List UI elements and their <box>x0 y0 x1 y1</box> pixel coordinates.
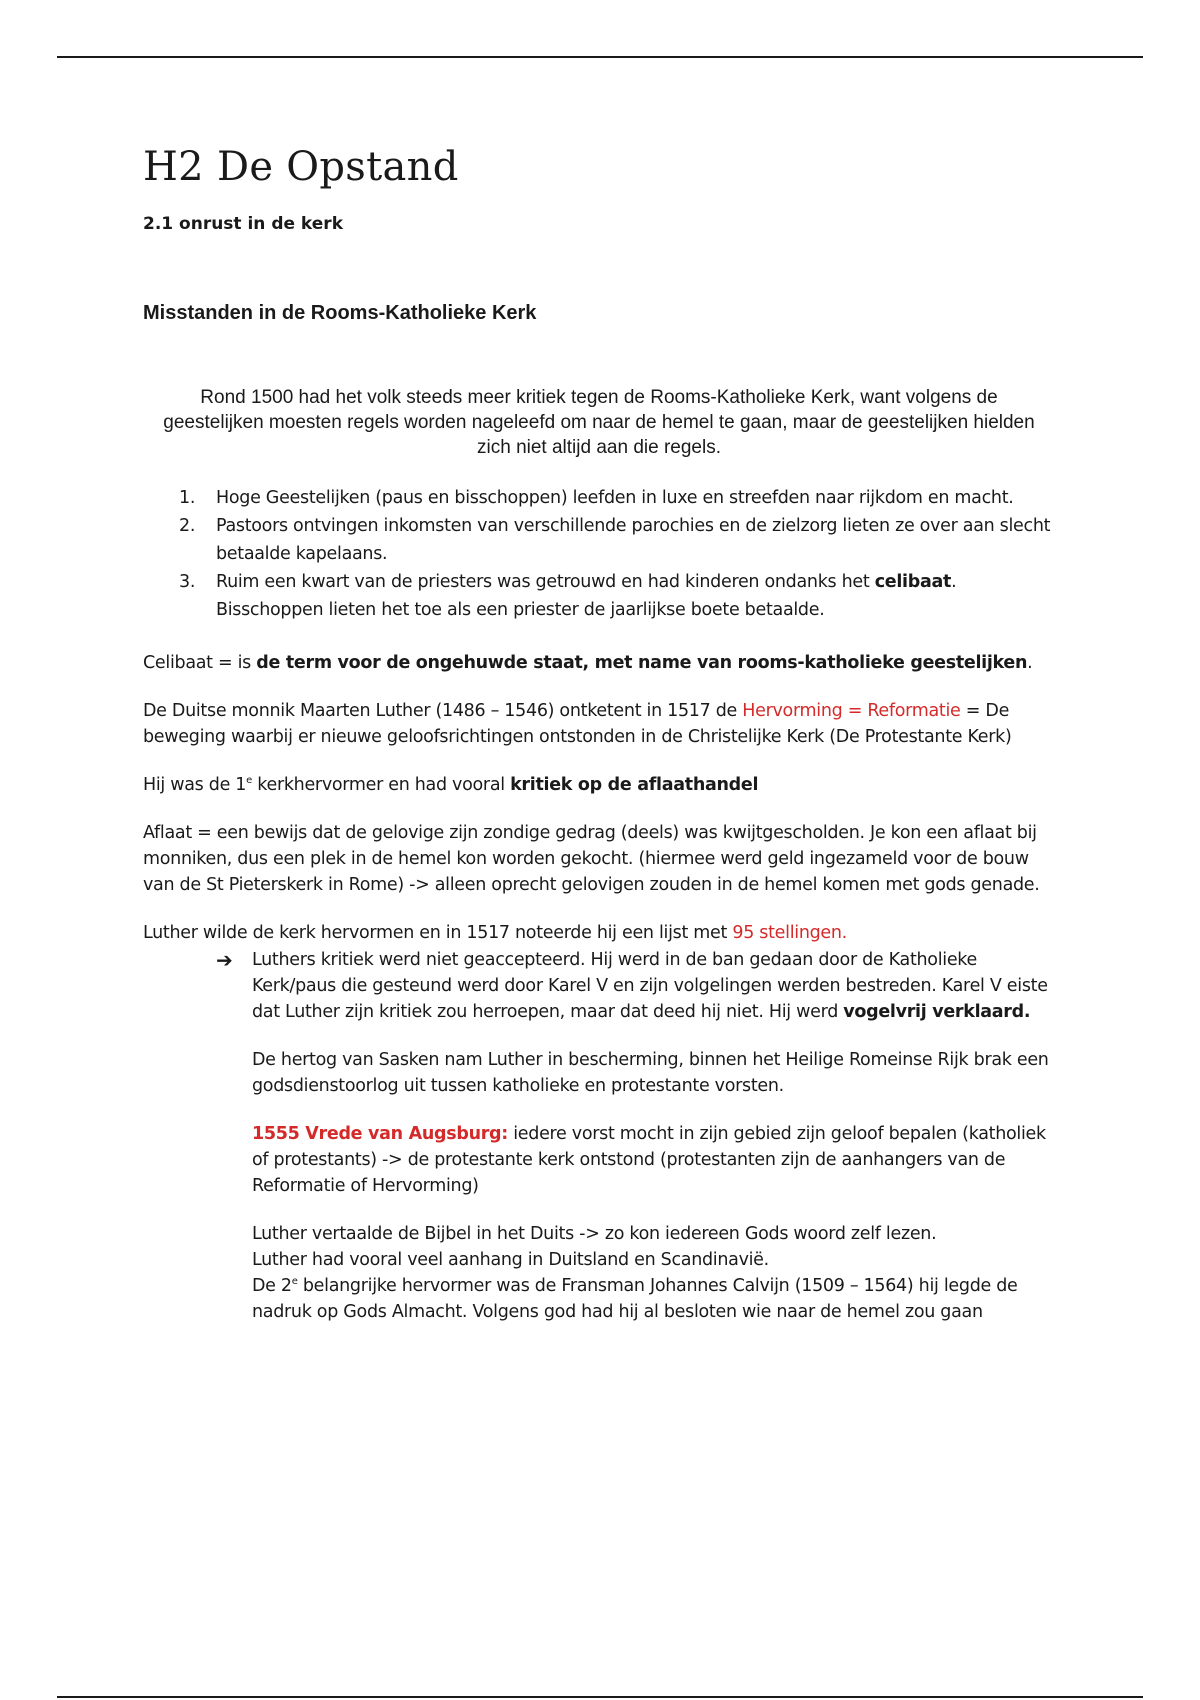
ordinal-suffix: e <box>246 775 252 787</box>
list-text: Pastoors ontvingen inkomsten van verschillende parochies en de zielzorg lieten ze over aan slecht betaalde kapelaans. <box>216 516 1051 564</box>
augsburg-text: iedere vorst mocht in zijn gebied zijn geloof bepalen (katholiek of protestants) -> de protestante kerk ontstond (protestanten zijn de aanhangers van de Reformatie of Hervorming) <box>252 1124 1046 1196</box>
list-text: Ruim een kwart van de priesters was getrouwd en had kinderen ondanks het <box>216 572 875 592</box>
section-heading: Misstanden in de Rooms-Katholieke Kerk <box>143 302 537 324</box>
calvijn-text: De 2 <box>252 1276 292 1296</box>
list-number: 1. <box>179 488 196 508</box>
first-reformer-text: Hij was de 1 <box>143 775 247 795</box>
footer-rule <box>57 1696 1143 1698</box>
celibaat-definition <box>143 650 1063 676</box>
term-95-stellingen: 95 stellingen. <box>732 923 847 943</box>
scandinavia-line: Luther had vooral veel aanhang in Duitsland en Scandinavië. <box>252 1250 769 1270</box>
list-text: Hoge Geestelijken (paus en bisschoppen) leefden in luxe en streefden naar rijkdom en macht. <box>216 488 1014 508</box>
luther-intro-text: = De beweging waarbij er nieuwe geloofsrichtingen ontstonden in de Christelijke Kerk (De Protestante Kerk) <box>143 701 1012 747</box>
header-rule <box>57 56 1143 58</box>
first-reformer-text: kerkhervormer en had vooral <box>252 775 511 795</box>
luther-intro <box>143 698 1063 750</box>
list-number: 2. <box>179 516 196 536</box>
bible-line: Luther vertaalde de Bijbel in het Duits -> zo kon iedereen Gods woord zelf lezen. <box>252 1224 937 1244</box>
chapter-subtitle: 2.1 onrust in de kerk <box>143 214 343 234</box>
calvijn-paragraph <box>252 1273 1063 1325</box>
list-number: 3. <box>179 572 196 592</box>
document-body <box>143 136 1063 1325</box>
list-text: . Bisschoppen lieten het toe als een priester de jaarlijkse boete betaalde. <box>216 572 957 620</box>
ordinal-suffix: e <box>291 1276 298 1288</box>
abuses-list <box>143 484 1063 624</box>
term-celibaat: celibaat <box>874 572 952 592</box>
theses-paragraph <box>143 920 1063 946</box>
term-augsburg: 1555 Vrede van Augsburg: <box>252 1124 508 1144</box>
definition-bold: de term voor de ongehuwde staat, met name van rooms-katholieke geestelijken <box>256 653 1028 673</box>
arrow-right-icon: ➔ <box>216 948 233 972</box>
theses-text: Luther wilde de kerk hervormen en in 1517 noteerde hij een lijst met <box>143 923 733 943</box>
aflaat-definition: Aflaat = een bewijs dat de gelovige zijn zondige gedrag (deels) was kwijtgescholden. Je kon een aflaat bij monniken, dus een plek in de hemel kon worden gekocht. (hiermee werd geld ingezameld voor de bouw van de St Pieterskerk in Rome) -> alleen oprecht gelovigen zouden in de hemel komen met gods genade. <box>143 823 1040 895</box>
arrow-text: Luthers kritiek werd niet geaccepteerd. Hij werd in de ban gedaan door de Katholieke Kerk/paus die gesteund werd door Karel V en zijn volgelingen werden bestreden. Karel V eiste dat Luther zijn kritiek zou herroepen, maar dat deed hij niet. Hij werd <box>252 950 1048 1022</box>
list-item <box>143 512 1063 568</box>
term-vogelvrij: vogelvrij verklaard. <box>843 1002 1031 1022</box>
list-item <box>143 568 1063 624</box>
intro-paragraph: Rond 1500 had het volk steeds meer kritiek tegen de Rooms-Katholieke Kerk, want volgens de geestelijken moesten regels worden nageleefd om naar de hemel te gaan, maar de geestelijken hielden zich niet altijd aan die regels. <box>163 387 1035 458</box>
page-title: H2 De Opstand <box>143 144 459 190</box>
list-item <box>143 484 1063 512</box>
calvijn-text: belangrijke hervormer was de Fransman Johannes Calvijn (1509 – 1564) hij legde de nadruk op Gods Almacht. Volgens god had hij al besloten wie naar de hemel zou gaan <box>252 1276 1018 1322</box>
term-hervorming: Hervorming = Reformatie <box>742 701 961 721</box>
definition-lead: Celibaat = is <box>143 653 257 673</box>
definition-end: . <box>1027 653 1033 673</box>
first-reformer <box>143 772 1063 798</box>
augsburg-paragraph <box>252 1121 1063 1199</box>
body-text <box>143 484 1063 1325</box>
arrow-bullet-item <box>216 947 1063 1025</box>
luther-intro-text: De Duitse monnik Maarten Luther (1486 – 1546) ontketent in 1517 de <box>143 701 743 721</box>
term-aflaathandel: kritiek op de aflaathandel <box>510 775 759 795</box>
saksen-paragraph: De hertog van Sasken nam Luther in bescherming, binnen het Heilige Romeinse Rijk brak een godsdienstoorlog uit tussen katholieke en protestante vorsten. <box>252 1050 1049 1096</box>
